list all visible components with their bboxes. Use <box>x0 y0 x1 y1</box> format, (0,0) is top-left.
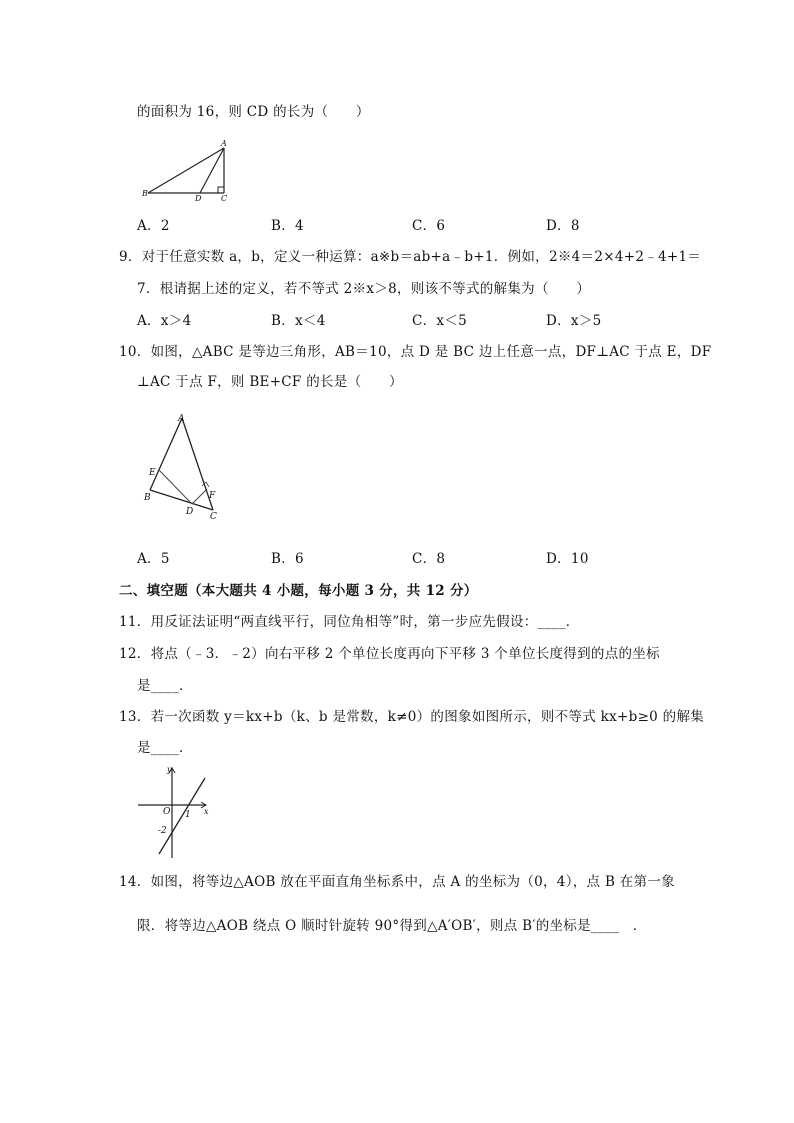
q13-label-origin: O <box>163 807 171 817</box>
q9-option-d: D．x＞5 <box>546 313 602 329</box>
q13-line-2: 是____． <box>137 740 193 756</box>
q10-label-f: F <box>209 491 216 501</box>
q10-option-a: A．5 <box>137 551 170 567</box>
q8-label-b: B <box>142 189 148 198</box>
q8-label-d: D <box>195 194 202 202</box>
q8-label-c: C <box>221 194 228 202</box>
q10-line-2: ⊥AC 于点 F，则 BE+CF 的长是（ ） <box>137 374 403 390</box>
q10-line-1: 10．如图，△ABC 是等边三角形，AB＝10，点 D 是 BC 边上任意一点，DF⊥AC 于点 E，DF <box>119 344 712 360</box>
q13-line-1: 13．若一次函数 y＝kx+b（k、b 是常数，k≠0）的图象如图所示，则不等式 kx+b≥0 的解集 <box>119 709 705 725</box>
q9-option-c: C．x＜5 <box>412 313 468 329</box>
q8-option-c: C．6 <box>412 218 446 234</box>
q12-line-2: 是____． <box>137 678 193 694</box>
q13-label-x: x <box>204 807 209 816</box>
q10-label-a: A <box>178 414 185 424</box>
q8-label-a: A <box>221 139 227 148</box>
q8-stem-continuation: 的面积为 16，则 CD 的长为（ ） <box>137 104 370 120</box>
q10-option-b: B．6 <box>271 551 304 567</box>
section-heading: 二、填空题（本大题共 4 小题，每小题 3 分，共 12 分） <box>119 583 478 599</box>
q9-option-a: A．x＞4 <box>137 313 192 329</box>
q10-option-d: D．10 <box>546 551 589 567</box>
q9-line-1: 9．对于任意实数 a，b，定义一种运算：a※b＝ab+a﹣b+1．例如，2※4＝2×4+2﹣4+1＝ <box>119 249 702 265</box>
q14-line-1: 14．如图，将等边△AOB 放在平面直角坐标系中，点 A 的坐标为（0，4），点 B 在第一象 <box>119 874 675 890</box>
q10-label-c: C <box>210 512 217 522</box>
q13-label-neg-two: -2 <box>158 826 167 836</box>
q10-label-e: E <box>149 468 156 478</box>
q8-figure <box>138 136 238 202</box>
q12-line-1: 12．将点（﹣3．﹣2）向右平移 2 个单位长度再向下平移 3 个单位长度得到的点的坐标 <box>119 646 660 662</box>
q8-option-a: A．2 <box>137 218 170 234</box>
q8-option-b: B．4 <box>271 218 304 234</box>
q10-option-c: C．8 <box>412 551 446 567</box>
q13-label-y: y <box>167 765 172 774</box>
q9-line-2: 7．根请据上述的定义，若不等式 2※x＞8，则该不等式的解集为（ ） <box>137 281 591 297</box>
q10-figure <box>140 410 230 525</box>
q10-label-b: B <box>144 493 151 503</box>
q14-line-2: 限．将等边△AOB 绕点 O 顺时针旋转 90°得到△A′OB′，则点 B′的坐标是____ ． <box>137 918 647 934</box>
q10-label-d: D <box>186 507 194 517</box>
q9-option-b: B．x＜4 <box>271 313 326 329</box>
q8-option-d: D．8 <box>546 218 580 234</box>
q11-line-1: 11．用反证法证明“两直线平行，同位角相等”时，第一步应先假设：____． <box>119 614 580 630</box>
q13-graph <box>138 762 218 862</box>
q13-label-one: 1 <box>185 810 191 820</box>
